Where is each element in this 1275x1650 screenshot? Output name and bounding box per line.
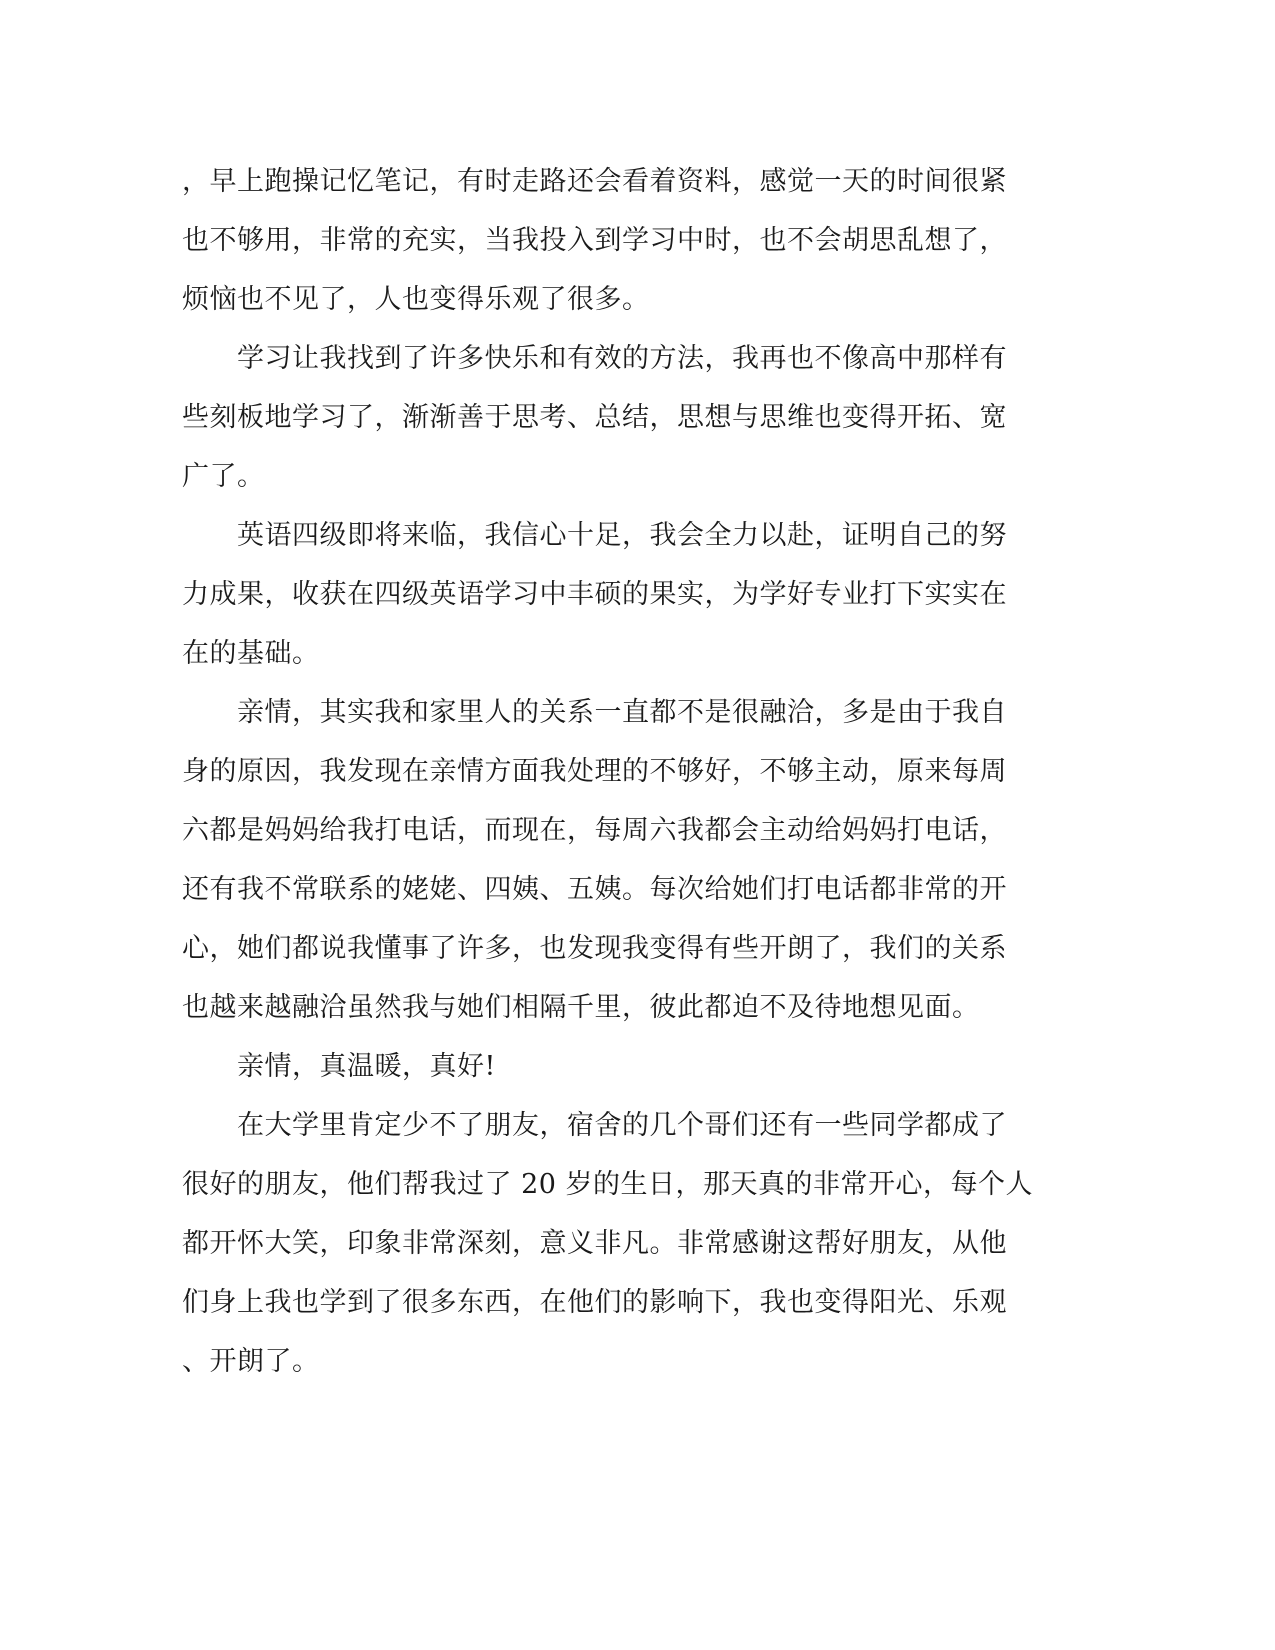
text-line: 还有我不常联系的姥姥、四姨、五姨。每次给她们打电话都非常的开: [182, 874, 1007, 905]
text-line: 亲情，真温暖，真好!: [182, 1051, 496, 1082]
text-line: 身的原因，我发现在亲情方面我处理的不够好，不够主动，原来每周: [182, 756, 1007, 787]
text-line: 些刻板地学习了，渐渐善于思考、总结，思想与思维也变得开拓、宽: [182, 402, 1007, 433]
text-line: 也不够用，非常的充实，当我投入到学习中时，也不会胡思乱想了，: [182, 225, 1007, 256]
text-line: 学习让我找到了许多快乐和有效的方法，我再也不像高中那样有: [182, 343, 1007, 374]
text-line: 在的基础。: [182, 638, 320, 669]
text-line: 很好的朋友，他们帮我过了 20 岁的生日，那天真的非常开心，每个人: [182, 1169, 1034, 1200]
text-line: 烦恼也不见了，人也变得乐观了很多。: [182, 284, 650, 315]
text-line: 力成果，收获在四级英语学习中丰硕的果实，为学好专业打下实实在: [182, 579, 1007, 610]
text-line: 、开朗了。: [182, 1346, 320, 1377]
text-line: 英语四级即将来临，我信心十足，我会全力以赴，证明自己的努: [182, 520, 1007, 551]
text-line: 亲情，其实我和家里人的关系一直都不是很融洽，多是由于我自: [182, 697, 1007, 728]
text-line: 心，她们都说我懂事了许多，也发现我变得有些开朗了，我们的关系: [182, 933, 1007, 964]
text-line: 也越来越融洽虽然我与她们相隔千里，彼此都迫不及待地想见面。: [182, 992, 980, 1023]
document-body: [182, 152, 1062, 1391]
text-line: 广了。: [182, 461, 265, 492]
text-line: 六都是妈妈给我打电话，而现在，每周六我都会主动给妈妈打电话，: [182, 815, 1007, 846]
text-line: ，早上跑操记忆笔记，有时走路还会看着资料，感觉一天的时间很紧: [182, 166, 1007, 197]
text-line: 都开怀大笑，印象非常深刻，意义非凡。非常感谢这帮好朋友，从他: [182, 1228, 1007, 1259]
text-line: 们身上我也学到了很多东西，在他们的影响下，我也变得阳光、乐观: [182, 1287, 1007, 1318]
text-line: 在大学里肯定少不了朋友，宿舍的几个哥们还有一些同学都成了: [182, 1110, 1007, 1141]
